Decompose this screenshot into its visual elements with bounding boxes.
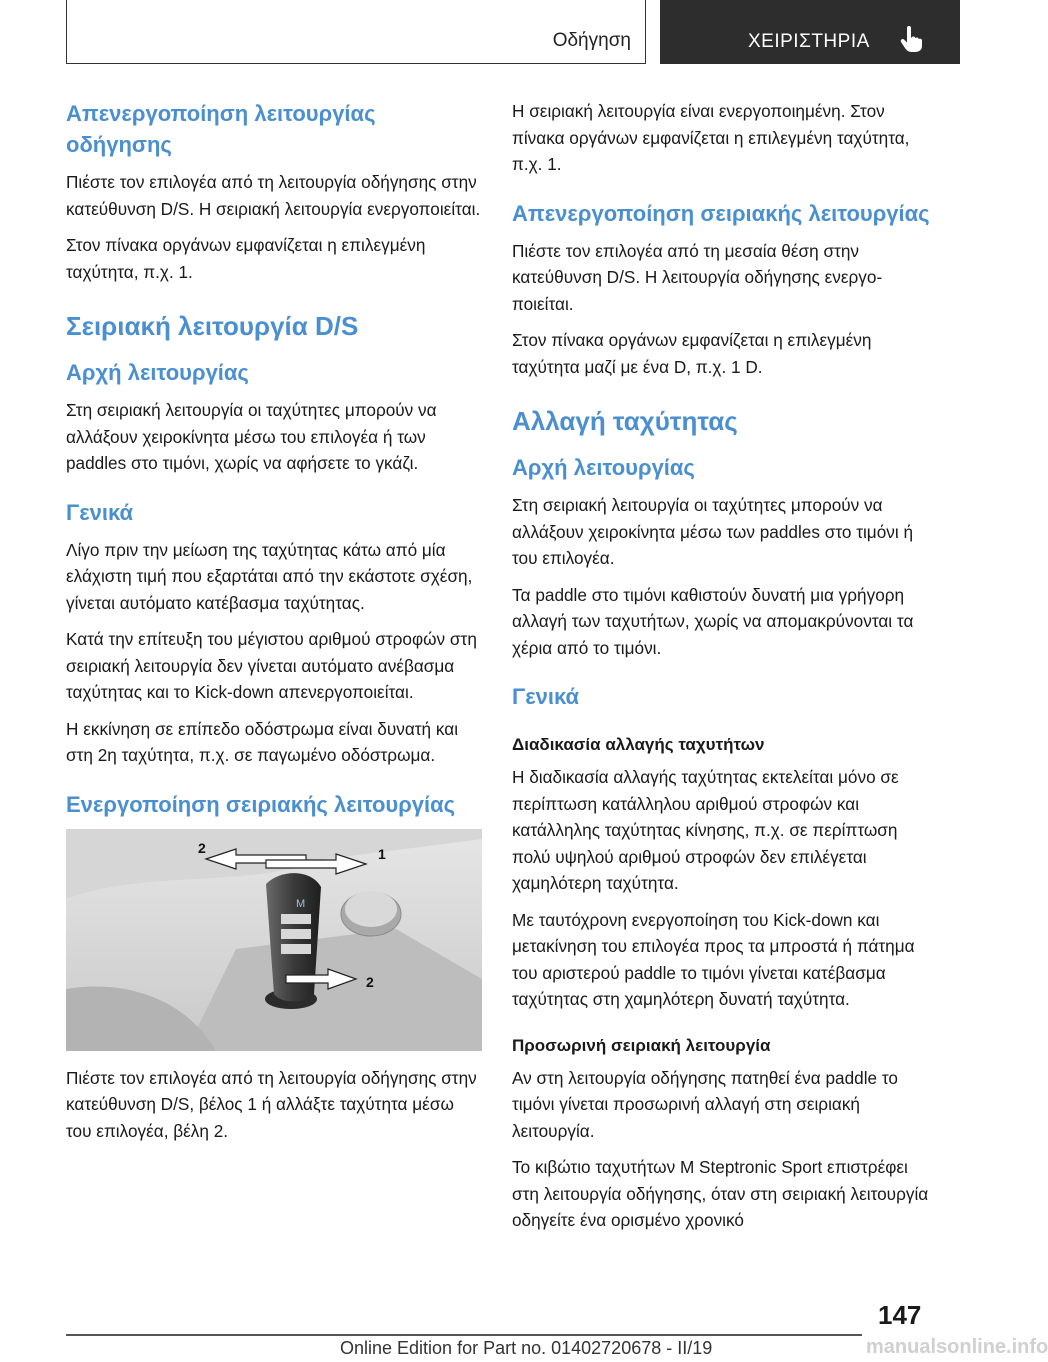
heading-deactivate-serial: Απενεργοποίηση σειριακής λειτουργίας bbox=[512, 200, 930, 226]
heading-deactivate-drive: Απενεργοποίηση λειτουργίας οδήγησης bbox=[66, 101, 376, 157]
heading-temporary-serial: Προσωρινή σειριακή λειτουργία bbox=[512, 1035, 771, 1055]
paragraph: Στον πίνακα οργάνων εμφανίζεται η επιλεγμένη ταχύτητα μαζί με ένα D, π.χ. 1 D. bbox=[512, 330, 872, 377]
heading-general: Γενικά bbox=[66, 499, 134, 525]
heading-general: Γενικά bbox=[512, 684, 580, 709]
footer-rule bbox=[66, 1334, 862, 1336]
footer-edition: Online Edition for Part no. 01402720678 - II/19 bbox=[340, 1338, 713, 1358]
paragraph: Πιέστε τον επιλογέα από τη λειτουργία οδήγησης στην κατεύθυνση D/S. Η σειριακή λειτουργία ενεργοποιείται. bbox=[66, 172, 481, 219]
paragraph: Τα paddle στο τιμόνι καθιστούν δυνατή μια γρήγορη αλλαγή των ταχυτήτων, χωρίς να απομακρύνονται τα χέρια από το τιμόνι. bbox=[512, 584, 914, 658]
paragraph: Στον πίνακα οργάνων εμφανίζεται η επιλεγμένη ταχύτητα, π.χ. 1. bbox=[66, 235, 426, 282]
paragraph: Κατά την επίτευξη του μέγιστου αριθμού στροφών στη σειριακή λειτουργία δεν γίνεται αυτόματο ανέβασμα ταχύτητας και το Kick-down απενεργοποιείται. bbox=[66, 629, 477, 702]
watermark-logo: manualsonline.info bbox=[866, 1336, 1048, 1358]
paragraph: Στη σειριακή λειτουργία οι ταχύτητες μπορούν να αλλάξουν χειροκίνητα μέσω των paddles στο τιμόνι ή του επιλογέα. bbox=[512, 495, 914, 568]
right-column bbox=[512, 98, 930, 1244]
arrow-label-2-top: 2 bbox=[198, 839, 206, 856]
heading-procedure: Διαδικασία αλλαγής ταχυτήτων bbox=[512, 735, 765, 754]
paragraph: Η εκκίνηση σε επίπεδο οδόστρωμα είναι δυνατή και στη 2η ταχύτητα, π.χ. σε παγωμένο οδόστρωμα. bbox=[66, 718, 459, 765]
paragraph: Λίγο πριν την μείωση της ταχύτητας κάτω από μία ελάχιστη τιμή που εξαρτάται από την εκάστοτε σχέση, γίνεται αυτόματο κατέβασμα ταχύτητας. bbox=[66, 539, 473, 613]
paragraph: Αν στη λειτουργία οδήγησης πατηθεί ένα paddle το τιμόνι γίνεται προσωρινή αλλαγή στη σειριακή λειτουργία. bbox=[512, 1067, 898, 1141]
chapter-tab[interactable] bbox=[660, 0, 960, 64]
heading-principle: Αρχή λειτουργίας bbox=[512, 455, 695, 480]
gear-selector-figure bbox=[66, 829, 482, 1051]
header-section-box bbox=[66, 0, 646, 64]
paragraph: Η σειριακή λειτουργία είναι ενεργοποιημένη. Στον πίνακα οργάνων εμφανίζεται η επιλεγμένη ταχύτητα, π.χ. 1. bbox=[512, 101, 910, 174]
page-number: 147 bbox=[878, 1300, 922, 1330]
heading-principle: Αρχή λειτουργίας bbox=[66, 360, 249, 385]
paragraph: Πιέστε τον επιλογέα από τη μεσαία θέση στην κατεύθυνση D/S. Η λειτουργία οδήγησης ενεργοποιείται. bbox=[512, 240, 883, 314]
arrow-label-1: 1 bbox=[378, 845, 386, 862]
m-badge: M bbox=[296, 897, 306, 910]
paragraph: Με ταυτόχρονη ενεργοποίηση του Kick-down και μετακίνηση του επιλογέα προς τα μπροστά ή πάτημα του αριστερού paddle το τιμόνι γίνεται κατέβασμα ταχύτητας στη χαμηλότερη δυνατή ταχύτητα. bbox=[512, 909, 915, 1009]
section-title: Οδήγηση bbox=[552, 30, 631, 51]
paragraph: Η διαδικασία αλλαγής ταχύτητας εκτελείται μόνο σε περίπτωση κατάλληλου αριθμού στροφών και κατάλληλης ταχύτητας κίνησης, π.χ. σε περίπτωση πολύ υψηλού αριθμού στροφών δεν επιλέγεται χαμηλότερη ταχύτητα. bbox=[512, 767, 899, 893]
heading-activate-serial: Ενεργοποίηση σειριακής λειτουργίας bbox=[66, 791, 456, 817]
left-column bbox=[66, 98, 482, 1154]
paragraph: Στη σειριακή λειτουργία οι ταχύτητες μπορούν να αλλάξουν χειροκίνητα μέσω του επιλογέα ή των paddles στο τιμόνι, χωρίς να αφήσετε το γκάζι. bbox=[66, 400, 437, 473]
chapter-label: ΧΕΙΡΙΣΤΗΡΙΑ bbox=[748, 31, 870, 52]
arrow-label-2-bottom: 2 bbox=[366, 973, 374, 990]
heading-serial-mode: Σειριακή λειτουργία D/S bbox=[66, 311, 359, 341]
heading-gear-change: Αλλαγή ταχύτητας bbox=[512, 406, 738, 436]
paragraph: Το κιβώτιο ταχυτήτων M Steptronic Sport επιστρέφει στη λειτουργία οδήγησης, όταν στη σειριακή λειτουργία οδηγείτε ένα ορισμένο χρονικό bbox=[512, 1157, 929, 1230]
figure-caption: Πιέστε τον επιλογέα από τη λειτουργία οδήγησης στην κατεύθυνση D/S, βέλος 1 ή αλλάξτε ταχύτητα μέσω του επιλογέα, βέλη 2. bbox=[66, 1067, 477, 1141]
hand-pointer-icon bbox=[896, 24, 926, 54]
